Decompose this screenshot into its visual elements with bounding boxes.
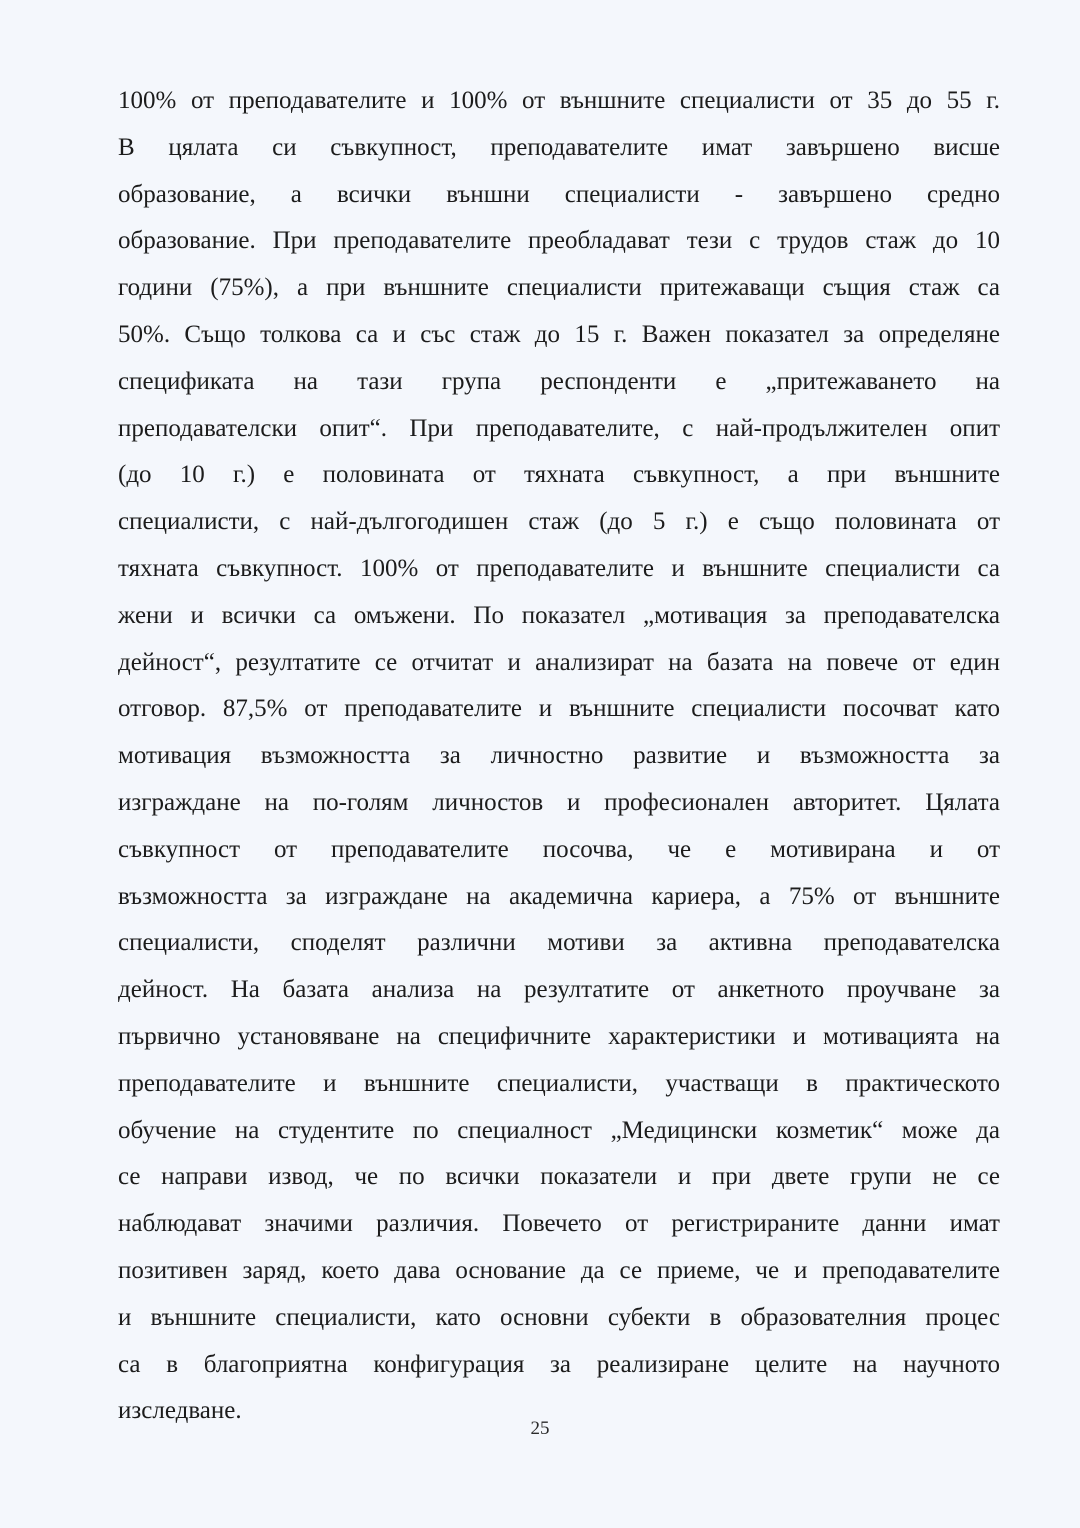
text-line: тяхната съвкупност. 100% от преподавателите и външните специалисти са	[118, 554, 1000, 582]
text-line: специалисти, споделят различни мотиви за активна преподавателска	[118, 929, 1000, 957]
text-line: дейност“, резултатите се отчитат и анализират на базата на повече от един	[118, 648, 1000, 676]
text-line: образование, а всички външни специалисти - завършено средно	[118, 180, 1000, 208]
text-line: образование. При преподавателите преобладават тези с трудов стаж до 10	[118, 227, 1000, 255]
text-line: и външните специалисти, като основни субекти в образователния процес	[118, 1303, 1000, 1331]
text-line: обучение на студентите по специалност „Медицински козметик“ може да	[118, 1116, 1000, 1144]
text-line: мотивация възможността за личностно развитие и възможността за	[118, 742, 1000, 770]
text-line: наблюдават значими различия. Повечето от регистрираните данни имат	[118, 1210, 1000, 1238]
text-line: (до 10 г.) е половината от тяхната съвкупност, а при външните	[118, 461, 1000, 489]
text-line: преподавателски опит“. При преподавателите, с най-продължителен опит	[118, 414, 1000, 442]
text-line: възможността за изграждане на академична кариера, а 75% от външните	[118, 882, 1000, 910]
text-line: специалисти, с най-дългогодишен стаж (до 5 г.) е също половината от	[118, 508, 1000, 536]
text-line: първично установяване на специфичните характеристики и мотивацията на	[118, 1022, 1000, 1050]
text-line: позитивен заряд, което дава основание да се приеме, че и преподавателите	[118, 1256, 1000, 1284]
text-line: изграждане на по-голям личностов и професионален авторитет. Цялата	[118, 788, 1000, 816]
text-line: 100% от преподавателите и 100% от външните специалисти от 35 до 55 г.	[118, 87, 1000, 114]
text-line: години (75%), а при външните специалисти притежаващи същия стаж са	[118, 274, 1000, 302]
text-line: съвкупност от преподавателите посочва, че е мотивирана и от	[118, 835, 1000, 863]
text-line: В цялата си съвкупност, преподавателите имат завършено висше	[118, 133, 1000, 161]
page-number: 25	[530, 1418, 550, 1439]
text-line: отговор. 87,5% от преподавателите и външните специалисти посочват като	[118, 695, 1000, 723]
text-line: спецификата на тази група респонденти е „притежаването на	[118, 367, 1000, 395]
text-line: дейност. На базата анализа на резултатите от анкетното проучване за	[118, 976, 1000, 1004]
body-paragraph	[118, 78, 1000, 1435]
text-line: 50%. Също толкова са и със стаж до 15 г. Важен показател за определяне	[118, 320, 1000, 348]
text-line: преподавателите и външните специалисти, участващи в практическото	[118, 1069, 1000, 1097]
text-line: са в благоприятна конфигурация за реализиране целите на научното	[118, 1350, 1000, 1378]
text-line: се направи извод, че по всички показатели и при двете групи не се	[118, 1163, 1000, 1191]
text-line-last: изследване.	[118, 1397, 242, 1425]
text-line: жени и всички са омъжени. По показател „мотивация за преподавателска	[118, 601, 1000, 629]
